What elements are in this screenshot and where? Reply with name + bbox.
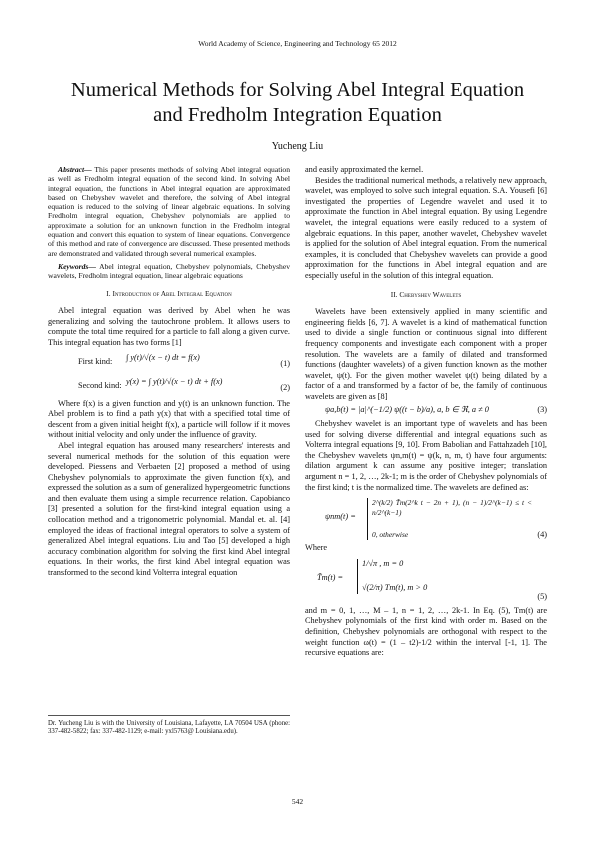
section-heading-2: II. Chebyshev Wavelets [390, 289, 462, 299]
author-name: Yucheng Liu [271, 141, 324, 152]
paper-title: Numerical Methods for Solving Abel Integral Equation and Fredholm Integration Equation [70, 79, 525, 126]
eq2-body: y(x) = ∫ y(t)/√(x − t) dt + f(x) [126, 376, 223, 386]
r-paragraph-1: and easily approximated the kernel. [305, 165, 424, 174]
eq1-body: ∫ y(t)/√(x − t) dt = f(x) [126, 352, 200, 362]
eq5-lhs: T̃m(t) = [317, 572, 344, 582]
journal-header: World Academy of Science, Engineering and Technology 65 2012 [198, 39, 397, 48]
r-paragraph-2: Besides the traditional numerical methods, a relatively new approach, wavelet, was employed to solve such integral equation. S.A. Yousefi [6] investigated the properties of Legendre wavelet and used it to approximate the function in Abel integral equation. By using Legendre wavelet, the integral equations were easily reduced to a system of algebraic equations. In this paper, another wavelet, Chebyshev wavelet is applied for the solution of Abel integral equation. From the numerical examples, it is concluded that Chebyshev wavelets can provide a good approximation for the functions in Abel integral equation and are especially useful in the solution of this integral equation. [305, 175, 547, 280]
eq3-body: ψa,b(t) = |a|^(−1/2) ψ((t − b)/a), a, b ∈ ℜ, a ≠ 0 [325, 405, 489, 415]
eq5-number: (5) [537, 592, 547, 602]
abstract-label: Abstract— [58, 165, 92, 174]
where-label: Where [305, 543, 328, 553]
eq1-label: First kind: [78, 356, 113, 366]
section-heading-1: I. Introduction of Abel Integral Equation [106, 288, 232, 298]
r-paragraph-3: Wavelets have been extensively applied in many scientific and engineering fields [6, 7]. A wavelet is a kind of mathematical function used to divide a single function or continuous signal into different frequency components and investigate each component with a proper resolution. The wavelets are a family of dilated and transformed functions (daughter wavelets) of a given function known as the mother wavelet, ψ(t). For the given mother wavelet ψ(t) being dilated by a factor of a and transformed by a factor of be, the family of continuous wavelets are given as [8] [305, 307, 547, 401]
eq3-number: (3) [537, 405, 547, 415]
abstract [48, 165, 290, 258]
s1-paragraph-2: Where f(x) is a given function and y(t) is an unknown function. The Abel problem is to find a path y(x) that with a specified total time of descent from a given initial height f(x), a particle will follow if it moves without initial velocity and only under the influence of gravity. [48, 398, 290, 440]
eq4-case-2: 0, otherwise [372, 530, 409, 540]
eq4-cases [367, 498, 532, 540]
eq2-number: (2) [280, 382, 290, 392]
eq4-lhs: ψnm(t) = [325, 512, 356, 522]
r-paragraph-5: and m = 0, 1, …, M – 1, n = 1, 2, …, 2k-1. In Eq. (5), Tm(t) are Chebyshev polynomials of the first kind with order m. Based on the definition, Chebyshev polynomials are orthogonal with respect to the weight function ω(t) = (1 – t2)-1/2 within the interval [-1, 1]. The recursive equations are: [305, 605, 547, 658]
footnote: Dr. Yucheng Liu is with the University of Louisiana, Lafayette, LA 70504 USA (phone: 337-482-5822; fax: 337-482-1129; e-mail: yxl5763@ Louisiana.edu). [48, 715, 290, 737]
equation-4 [305, 496, 547, 540]
r-paragraph-4: Chebyshev wavelet is an important type of wavelets and has been used for solving diverse differential and integral equations such as Volterra integral equations [9, 10]. From Babolian and Fattahzadeh [10], the Chebyshev wavelets ψn,m(t) = ψ(k, n, m, t) have four arguments: dilation argument k can assume any positive integer; translation argument n = 1, 2, …, 2k-1; m is the order of Chebyshev polynomials of the first kind; t is the normalized time. The wavelets are defined as: [305, 419, 547, 492]
keywords-label: Keywords— [58, 261, 96, 271]
eq5-case-1: 1/√π , m = 0 [362, 558, 404, 568]
eq4-case-1: 2^(k/2) T̃m(2^k t − 2n + 1), (n − 1)/2^(k−1) ≤ t < n/2^(k−1) [372, 498, 532, 518]
page-number: 542 [291, 797, 304, 806]
eq5-case-2: √(2/π) Tm(t), m > 0 [362, 583, 428, 593]
s1-paragraph-3: Abel integral equation has aroused many researchers' interests and several numerical methods for the solution of this equation were developed. Piessens and Verbaeten [2] proposed a method of using Chebyshev polynomials to approximate the given function f(x), and expressed the solution as a sum of generalized hypergeometric functions and then evaluate them using a simple recurrence relation. Capobianco [3] presented a solution for the first-kind integral equation using a collocation method and a trigonometric polynomial. Mandal et. al. [4] employed the ideas of fractional integral operators to solve a system of generalized Abel integral equations. Liu and Tao [5] developed a high accuracy combination algorithm for solving the first kind Abel integral equations. In their works, the first kind Abel integral equation was transformed to the second kind Volterra integral equation [48, 440, 290, 578]
eq4-number: (4) [537, 529, 547, 539]
equation-2 [48, 375, 290, 397]
keywords [48, 262, 290, 281]
equation-5 [305, 557, 547, 603]
equation-3 [305, 405, 547, 416]
eq2-label: Second kind: [78, 380, 122, 390]
right-column [305, 165, 547, 659]
left-column [48, 165, 290, 579]
equation-1 [48, 351, 290, 373]
eq5-cases [357, 559, 482, 594]
abstract-text: This paper presents methods of solving Abel integral equation as well as Fredholm integral equation of the second kind. In solving Abel integral equation, the functions in Abel integral equation are approximated based on Chebyshev wavelet and therefore, the solving of Abel integral equation is reduced to the solving of linear algebraic equations. In solving Fredholm integral equation, Chebyshev polynomials are applied to approximate a solution for an unknown function in the Fredholm integral equation and convert this equation to system of linear equations. Convergence of this method and rate of convergence are discussed. These presented methods are demonstrated and validated through several numerical examples. [48, 165, 291, 258]
keywords-text: Abel integral equation, Chebyshev polynomials, Chebyshev wavelets, Fredholm integral equation, linear algebraic equations [48, 261, 290, 281]
s1-paragraph-1: Abel integral equation was derived by Abel when he was generalizing and solving the tautochrone problem. It allows users to compute the total time required for a particle to fall along a given curve. This integral equation has two forms [1] [48, 306, 290, 347]
eq1-number: (1) [280, 358, 290, 368]
